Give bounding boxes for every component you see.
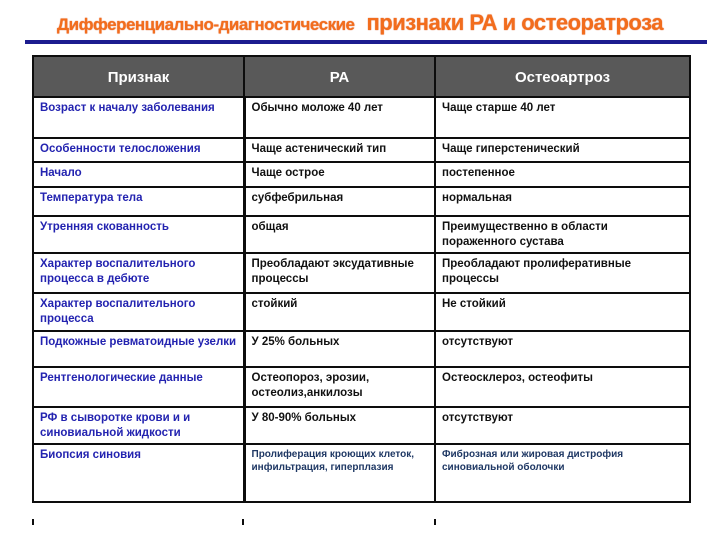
ra-cell: Остеопороз, эрозии, остеолиз,анкилозы <box>244 367 435 407</box>
oa-cell: Фиброзная или жировая дистрофия синовиальной оболочки <box>435 444 690 502</box>
header-ra: РА <box>244 56 435 97</box>
table-row <box>33 407 690 444</box>
feature-cell: Биопсия синовия <box>33 444 244 502</box>
ra-cell: У 25% больных <box>244 331 435 367</box>
table-row <box>33 253 690 293</box>
ra-cell: У 80-90% больных <box>244 407 435 444</box>
ra-cell: субфебрильная <box>244 187 435 216</box>
oa-cell: Чаще гиперстенический <box>435 138 690 162</box>
title-underline-rule <box>25 40 707 44</box>
border-stub-col1 <box>242 519 244 525</box>
oa-cell: постепенное <box>435 162 690 187</box>
oa-cell: Преобладают пролиферативные процессы <box>435 253 690 293</box>
oa-cell: Остеосклероз, остеофиты <box>435 367 690 407</box>
feature-cell: Характер воспалительного процесса в дебюте <box>33 253 244 293</box>
feature-cell: Температура тела <box>33 187 244 216</box>
feature-cell: Утренняя скованность <box>33 216 244 253</box>
oa-cell: нормальная <box>435 187 690 216</box>
feature-cell: Особенности телосложения <box>33 138 244 162</box>
table-header-row <box>33 56 690 97</box>
table-row <box>33 367 690 407</box>
ra-cell: Пролиферация кроющих клеток, инфильтрация, гиперплазия <box>244 444 435 502</box>
table-row <box>33 331 690 367</box>
feature-cell: Возраст к началу заболевания <box>33 97 244 138</box>
table-row <box>33 138 690 162</box>
ra-cell: общая <box>244 216 435 253</box>
comparison-table <box>32 55 691 503</box>
oa-cell: Чаще старше 40 лет <box>435 97 690 138</box>
border-stub-left <box>32 519 34 525</box>
oa-cell: Не стойкий <box>435 293 690 331</box>
slide-title-part1: Дифференциально-диагностические <box>57 15 355 34</box>
oa-cell: отсутствуют <box>435 407 690 444</box>
table-row <box>33 162 690 187</box>
table-row <box>33 293 690 331</box>
feature-cell: Рентгенологические данные <box>33 367 244 407</box>
comparison-table-wrapper <box>32 55 691 503</box>
feature-cell: РФ в сыворотке крови и и синовиальной жидкости <box>33 407 244 444</box>
table-row <box>33 216 690 253</box>
slide-title <box>0 10 720 36</box>
feature-cell: Характер воспалительного процесса <box>33 293 244 331</box>
ra-cell: Чаще астенический тип <box>244 138 435 162</box>
border-stub-col2 <box>434 519 436 525</box>
table-row <box>33 187 690 216</box>
oa-cell: отсутствуют <box>435 331 690 367</box>
header-feature: Признак <box>33 56 244 97</box>
oa-cell: Преимущественно в области пораженного сустава <box>435 216 690 253</box>
feature-cell: Начало <box>33 162 244 187</box>
ra-cell: стойкий <box>244 293 435 331</box>
table-body <box>33 97 690 502</box>
ra-cell: Обычно моложе 40 лет <box>244 97 435 138</box>
slide-title-part2: признаки РА и остеоратроза <box>366 10 663 35</box>
ra-cell: Преобладают эксудативные процессы <box>244 253 435 293</box>
feature-cell: Подкожные ревматоидные узелки <box>33 331 244 367</box>
header-osteoarthrosis: Остеоартроз <box>435 56 690 97</box>
table-row <box>33 97 690 138</box>
table-row <box>33 444 690 502</box>
ra-cell: Чаще острое <box>244 162 435 187</box>
